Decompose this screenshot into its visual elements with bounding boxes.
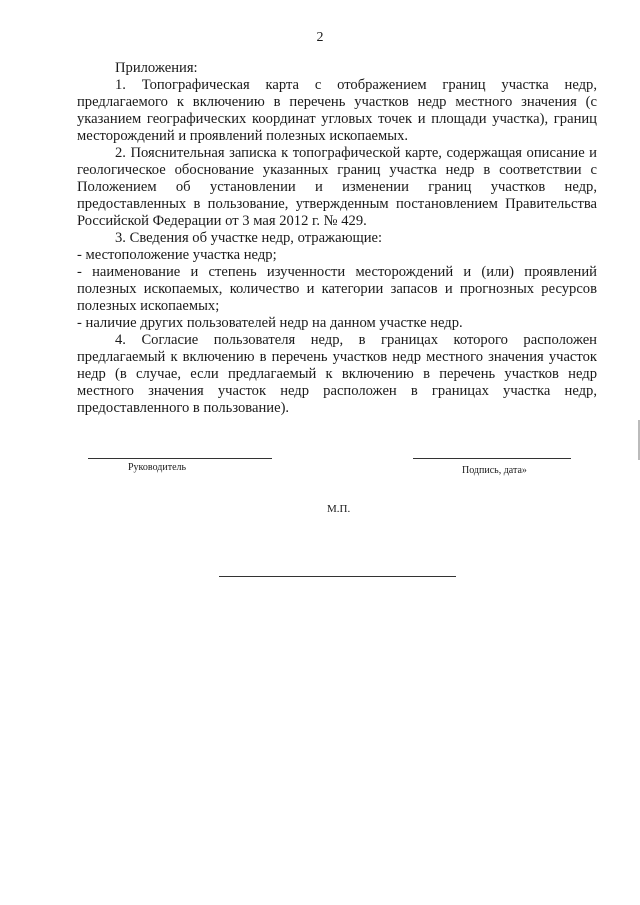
- signature-label-right: Подпись, дата»: [462, 465, 527, 476]
- section-title: Приложения:: [115, 60, 198, 76]
- list-item: 2. Пояснительная записка к топографической карте, содержащая описание и геологическое обоснование указанных границ участка недр в соответствии с Положением об установлении и изменении границ участков недр, предоставленных в пользование, утвержденным постановлением Правительства Российской Федерации от 3 мая 2012 г. № 429.: [77, 145, 597, 229]
- stamp-label: М.П.: [327, 503, 351, 515]
- page-number: 2: [316, 30, 324, 45]
- signature-line-left: [88, 458, 272, 459]
- signature-label-left: Руководитель: [128, 462, 187, 473]
- list-item: - местоположение участка недр;: [77, 247, 277, 263]
- closing-divider: [219, 576, 456, 577]
- list-item: 3. Сведения об участке недр, отражающие:: [115, 230, 383, 246]
- list-item: - наличие других пользователей недр на данном участке недр.: [77, 315, 463, 331]
- list-item: 4. Согласие пользователя недр, в границах которого расположен предлагаемый к включению в перечень участков недр местного значения участок недр (в случае, если предлагаемый к включению в перечень участков недр местного значения участок недр расположен в границах участка недр, предоставленного в пользование).: [77, 332, 597, 416]
- list-item: - наименование и степень изученности месторождений и (или) проявлений полезных ископаемых, количество и категории запасов и прогнозных ресурсов полезных ископаемых;: [77, 264, 597, 314]
- list-item: 1. Топографическая карта с отображением границ участка недр, предлагаемого к включению в перечень участков недр местного значения (с указанием географических координат угловых точек и площади участка), границ месторождений и проявлений полезных ископаемых.: [77, 77, 597, 144]
- signature-line-right: [413, 458, 571, 459]
- document-body: [77, 60, 597, 417]
